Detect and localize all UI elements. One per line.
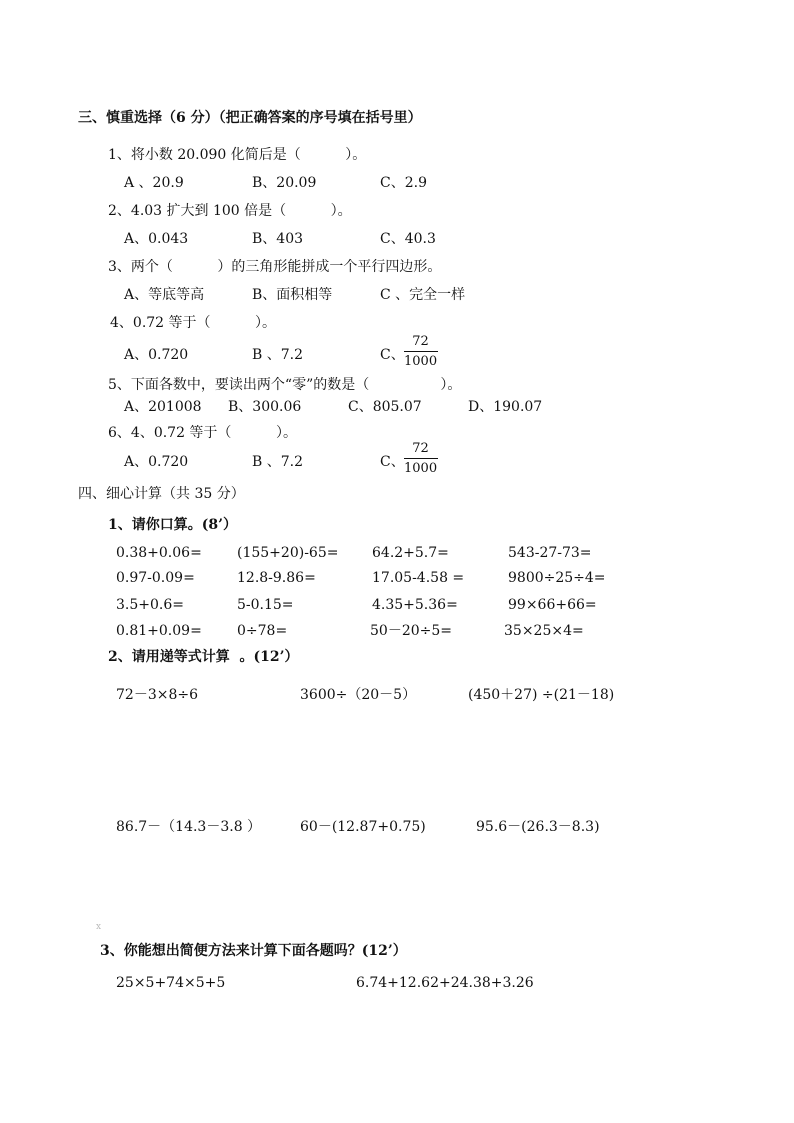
question-5-option-a: A、201008	[124, 399, 202, 415]
question-1-stem: 1、将小数 20.090 化简后是（ ）。	[108, 147, 367, 163]
fraction-numerator: 72	[412, 441, 429, 456]
question-2-stem: 2、4.03 扩大到 100 倍是（ ）。	[108, 203, 352, 219]
fraction-bar	[404, 458, 438, 459]
stray-mark: x	[96, 922, 102, 932]
oral-item: 17.05-4.58 =	[372, 570, 465, 586]
question-6-option-a: A、0.720	[124, 454, 189, 470]
question-4-option-b: B 、7.2	[252, 347, 304, 363]
question-3-option-b: B、面积相等	[252, 287, 333, 303]
fraction-denominator: 1000	[404, 354, 438, 369]
simplify-item: 6.74+12.62+24.38+3.26	[356, 975, 534, 991]
oral-item: 12.8-9.86=	[237, 570, 316, 586]
question-4-stem: 4、0.72 等于（ ）。	[110, 315, 277, 331]
question-5-stem: 5、下面各数中，要读出两个“零”的数是（ ）。	[108, 377, 462, 393]
question-6-fraction	[402, 441, 439, 477]
question-6-option-b: B 、7.2	[252, 454, 304, 470]
question-1-option-b: B、20.09	[252, 175, 317, 191]
question-1-option-a: A 、20.9	[124, 175, 184, 191]
question-4-fraction	[402, 334, 439, 370]
question-2-option-a: A、0.043	[124, 231, 189, 247]
oral-item: 50－20÷5=	[370, 623, 452, 639]
question-3-option-a: A、等底等高	[124, 287, 205, 303]
question-5-option-d: D、190.07	[468, 399, 543, 415]
question-1-option-c: C、2.9	[380, 175, 427, 191]
fraction-denominator: 1000	[404, 461, 438, 476]
part-2-title: 2、请用递等式计算 。(12’）	[108, 649, 299, 665]
oral-item: 99×66+66=	[508, 597, 597, 613]
step-calc-item: 72－3×8÷6	[116, 687, 198, 703]
section-4-title: 四、细心计算（共 35 分）	[78, 486, 245, 502]
oral-item: 64.2+5.7=	[372, 545, 449, 561]
simplify-item: 25×5+74×5+5	[116, 975, 226, 991]
section-3-title: 三、慎重选择（6 分）（把正确答案的序号填在括号里）	[78, 110, 422, 126]
question-4-option-c: C、	[380, 347, 405, 363]
oral-item: 3.5+0.6=	[116, 597, 184, 613]
oral-item: 9800÷25÷4=	[508, 570, 606, 586]
fraction-numerator: 72	[412, 334, 429, 349]
question-5-option-c: C、805.07	[348, 399, 422, 415]
step-calc-item: 60－(12.87+0.75)	[300, 819, 426, 835]
oral-item: 0.81+0.09=	[116, 623, 202, 639]
step-calc-item: 95.6－(26.3－8.3)	[476, 819, 600, 835]
fraction-bar	[404, 351, 438, 352]
step-calc-item: (450＋27) ÷(21－18)	[468, 687, 615, 703]
question-3-option-c: C 、完全一样	[380, 287, 466, 303]
question-4-option-a: A、0.720	[124, 347, 189, 363]
question-2-option-c: C、40.3	[380, 231, 436, 247]
question-6-option-c: C、	[380, 454, 405, 470]
oral-item: 0.97-0.09=	[116, 570, 195, 586]
question-2-option-b: B、403	[252, 231, 304, 247]
oral-item: (155+20)-65=	[237, 545, 339, 561]
step-calc-item: 3600÷（20－5）	[300, 687, 417, 703]
part-1-title: 1、请你口算。(8’）	[108, 517, 237, 533]
question-6-stem: 6、4、0.72 等于（ ）。	[108, 425, 297, 441]
oral-item: 0÷78=	[237, 623, 288, 639]
oral-item: 5-0.15=	[237, 597, 294, 613]
oral-item: 35×25×4=	[504, 623, 584, 639]
oral-item: 543-27-73=	[508, 545, 592, 561]
question-3-stem: 3、两个（ ）的三角形能拼成一个平行四边形。	[108, 259, 442, 275]
oral-item: 0.38+0.06=	[116, 545, 202, 561]
step-calc-item: 86.7－（14.3－3.8 ）	[116, 819, 262, 835]
oral-item: 4.35+5.36=	[372, 597, 458, 613]
part-3-title: 3、你能想出简便方法来计算下面各题吗？(12’）	[100, 943, 407, 959]
question-5-option-b: B、300.06	[228, 399, 302, 415]
